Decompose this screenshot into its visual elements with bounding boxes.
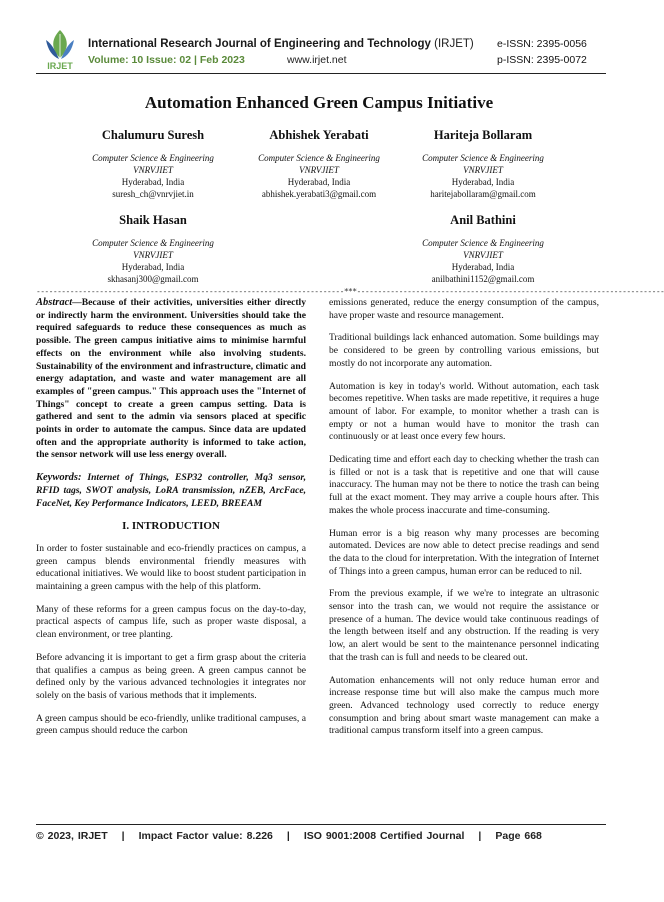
separator-dashes-left: -------------------------------------------------------------------------: [36, 287, 344, 296]
author-dept: Computer Science & Engineering: [422, 153, 544, 163]
author-inst: VNRVJIET: [299, 165, 339, 175]
journal-abbr: (IRJET): [434, 38, 474, 50]
journal-header: [0, 0, 638, 80]
paragraph: Dedicating time and effort each day to checking whether the trash can is filled or not is a task that is repetitive and one that will cause inaccuracy. The human may not be there to notice the trash can being full at the exact moment. They may arrive a couple hours after. This makes the whole process inaccurate and time-consuming.: [329, 454, 599, 516]
keywords-label: Keywords:: [36, 472, 82, 484]
author-email[interactable]: skhasanj300@gmail.com: [107, 274, 199, 284]
p-issn: p-ISSN: 2395-0072: [497, 54, 587, 66]
footer-divider: |: [121, 830, 125, 842]
author-dept: Computer Science & Engineering: [92, 153, 214, 163]
journal-website-link[interactable]: www.irjet.net: [287, 54, 347, 66]
abstract: [36, 297, 306, 462]
paragraph: Before advancing it is important to get a firm grasp about the criteria that qualifies a campus as being green. A green campus cannot be defined only by the various advanced technologies it integrates nor solely on the basis of various methods that it implements.: [36, 651, 306, 701]
paragraph: From the previous example, if we we're to integrate an ultrasonic sensor into the trash can, we would not require the assistance or presence of a human. The device would take continuous readings of the length between itself and any obstruction. If the reading is very low, an alert would be sent to the maintenance personnel indicating that the trash can is full and needs to be cleared out.: [329, 588, 599, 663]
author-email[interactable]: suresh_ch@vnrvjiet.in: [112, 189, 194, 199]
author-block-1: [58, 128, 248, 200]
irjet-logo: [42, 28, 78, 72]
author-dept: Computer Science & Engineering: [92, 238, 214, 248]
paragraph: emissions generated, reduce the energy consumption of the campus, have proper waste and resource management.: [329, 297, 599, 321]
right-column: [329, 297, 599, 748]
section-separator: [36, 287, 664, 296]
journal-name-text: International Research Journal of Engineering and Technology: [88, 38, 431, 50]
footer-divider: |: [478, 830, 482, 842]
header-rule: [36, 73, 606, 74]
footer-impact-factor: Impact Factor value: 8.226: [138, 830, 273, 842]
author-inst: VNRVJIET: [133, 250, 173, 260]
separator-dashes-right: -------------------------------------------------------------------------: [356, 287, 664, 296]
author-block-3: [388, 128, 578, 200]
separator-mark: ***: [343, 287, 357, 296]
page-footer: [36, 830, 542, 842]
author-name: Shaik Hasan: [119, 213, 187, 227]
author-block-2: [224, 128, 414, 200]
volume-issue: Volume: 10 Issue: 02 | Feb 2023: [88, 54, 245, 66]
paragraph: Automation is key in today's world. Without automation, each task becomes repetitive. When tasks are made repetitive, it requires a huge amount of labor. For example, to monitor whether a trash can is empty or not a human would have to monitor the trash can continuously or at least once every few hours.: [329, 380, 599, 443]
author-city: Hyderabad, India: [287, 177, 351, 187]
author-block-4: [58, 213, 248, 285]
paragraph: In order to foster sustainable and eco-friendly practices on campus, a green campus blends environmental friendly measures with educational initiatives. We would like to boost student participation in maintaining a green campus with the help of this platform.: [36, 542, 306, 593]
keywords-text: Internet of Things, ESP32 controller, Mq3 sensor, RFID tags, SWOT analysis, LoRA transmission, nZEB, ArcFace, FaceNet, Key Performance Indicators, LEED, BREEAM: [36, 472, 306, 509]
left-column: [36, 297, 306, 748]
author-city: Hyderabad, India: [451, 262, 515, 272]
abstract-label: Abstract: [36, 297, 73, 308]
author-inst: VNRVJIET: [133, 165, 173, 175]
paragraph: Automation enhancements will not only reduce human error and increase response time but will also make the campus much more green. Advanced technology used correctly to reduce energy consumption and bring about smart waste management can make a traditional campus transform itself into a green campus.: [329, 674, 599, 737]
author-name: Abhishek Yerabati: [269, 128, 369, 142]
footer-rule: [36, 824, 606, 825]
author-city: Hyderabad, India: [451, 177, 515, 187]
author-name: Chalumuru Suresh: [101, 128, 205, 142]
author-name: Hariteja Bollaram: [433, 128, 533, 142]
author-name: Anil Bathini: [450, 213, 516, 227]
paragraph: A green campus should be eco-friendly, unlike traditional campuses, a green campus should reduce the carbon: [36, 712, 306, 737]
paragraph: Traditional buildings lack enhanced automation. Some buildings may be considered to be green by controlling various emissions, but mostly do not incorporate any automation.: [329, 332, 599, 369]
author-block-5: [388, 213, 578, 285]
footer-copyright: © 2023, IRJET: [36, 830, 108, 842]
author-dept: Computer Science & Engineering: [422, 238, 544, 248]
footer-page-number: Page 668: [495, 830, 542, 842]
author-email[interactable]: haritejabollaram@gmail.com: [430, 189, 536, 199]
author-dept: Computer Science & Engineering: [258, 153, 380, 163]
e-issn: e-ISSN: 2395-0056: [497, 38, 587, 50]
author-inst: VNRVJIET: [463, 250, 503, 260]
section-heading-introduction: I. INTRODUCTION: [122, 520, 220, 533]
footer-divider: |: [286, 830, 290, 842]
paragraph: Human error is a big reason why many processes are becoming automated. Devices are now able to detect precise readings and send the data to the cloud for interpretation. With the integration of Internet of Things into a green campus, human error can be reduced to nil.: [329, 527, 599, 577]
footer-iso: ISO 9001:2008 Certified Journal: [303, 830, 465, 842]
journal-name: [88, 38, 474, 50]
author-city: Hyderabad, India: [121, 262, 185, 272]
author-email[interactable]: anilbathini1152@gmail.com: [431, 274, 535, 284]
paragraph: Many of these reforms for a green campus focus on the day-to-day, practical aspects of campus life, such as proper waste disposal, a clean environment, or tree planting.: [36, 603, 306, 641]
author-city: Hyderabad, India: [121, 177, 185, 187]
author-inst: VNRVJIET: [463, 165, 503, 175]
abstract-text: —Because of their activities, universities either directly or indirectly harm the environment. Universities should take the required safeguards to reduce these consequences as much as possible. The green campus initiative aims to minimise harmful effects on the environment while also involving students. Sustainability of the environment and infrastructure, climatic and energy adaptation, and waste and water management are all examples of "green campus." This approach uses the "Internet of Things" concept to create a green campus setting. Data is gathered and sent to the admin via sensors placed at specific points in order to automate the campus. Since data are updated often and the appropriate authority is informed to take action, the sensor network will use less energy overall.: [36, 297, 306, 461]
logo-text: IRJET: [47, 61, 73, 71]
keywords: [36, 472, 306, 510]
author-email[interactable]: abhishek.yerabati3@gmail.com: [261, 189, 377, 199]
paper-title: Automation Enhanced Green Campus Initiative: [144, 93, 494, 112]
